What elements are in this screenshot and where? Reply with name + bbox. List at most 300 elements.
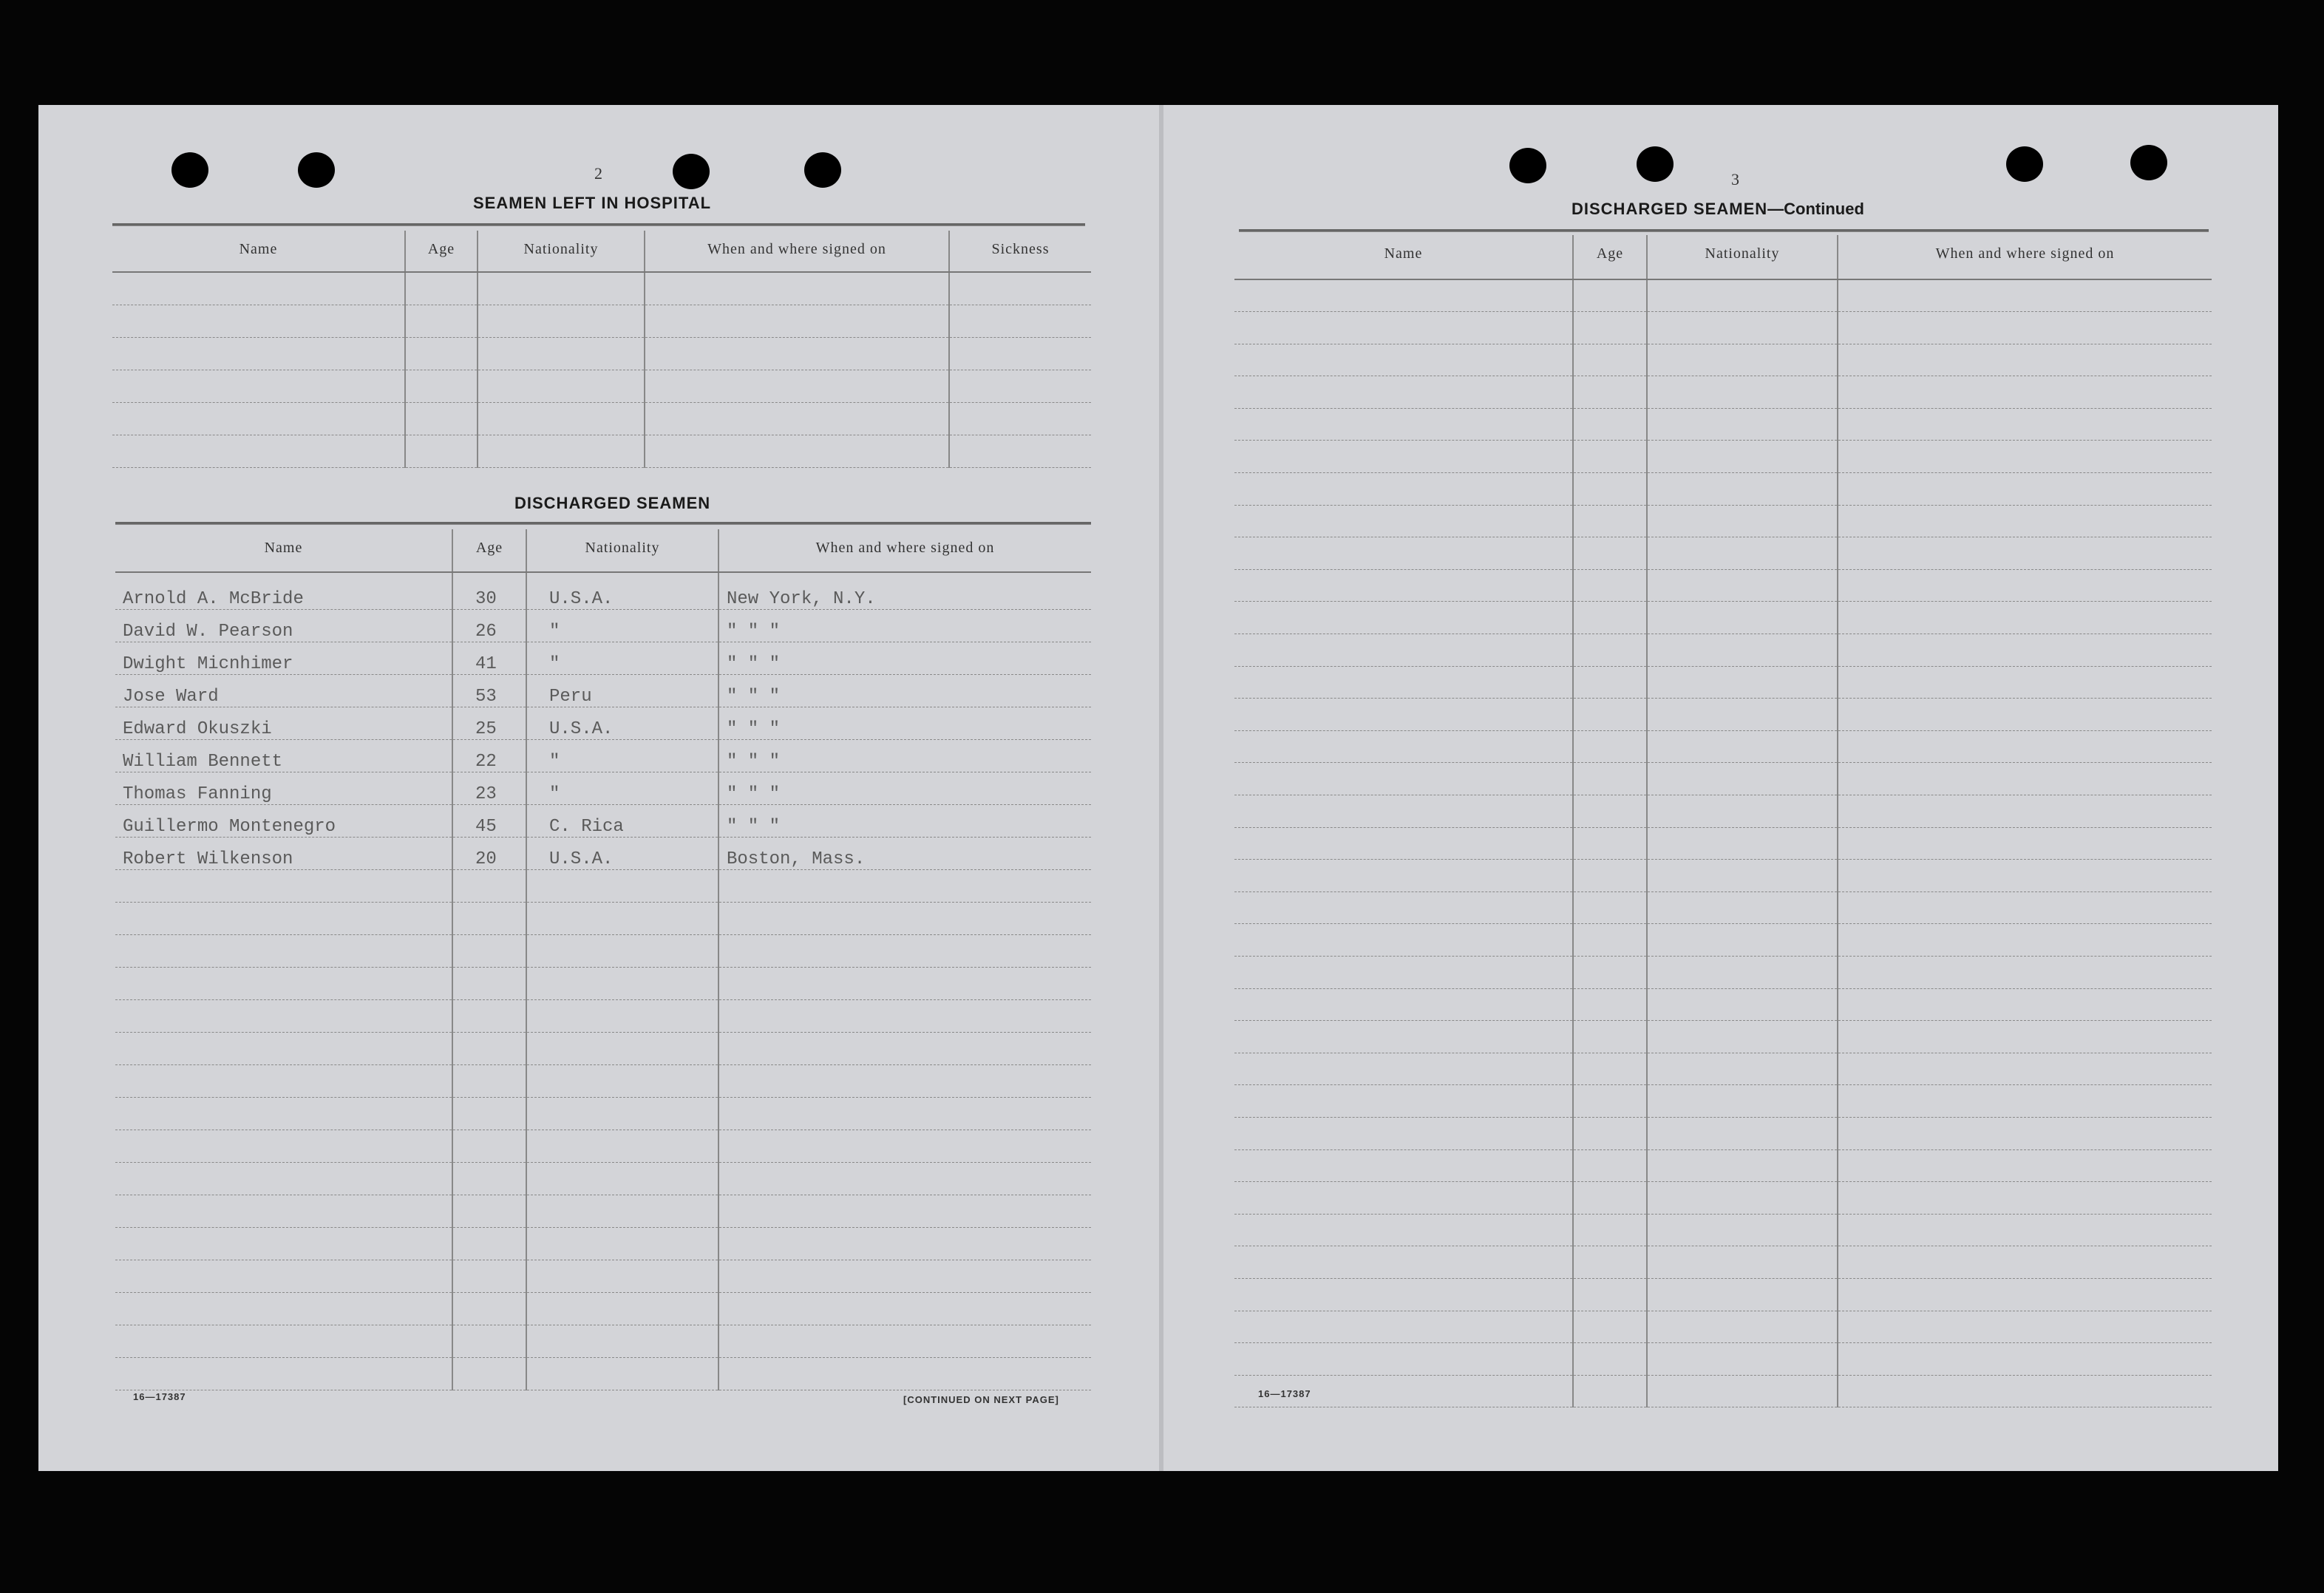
- table-cell: [1573, 891, 1647, 924]
- table-cell: [112, 272, 405, 305]
- table-cell: [1573, 827, 1647, 860]
- table-row: [112, 402, 1091, 435]
- table-cell: [1647, 344, 1838, 376]
- continued-table: [1234, 235, 2212, 1407]
- table-cell: [115, 1130, 452, 1162]
- table-cell: [1234, 602, 1573, 634]
- table-cell: [1838, 956, 2212, 988]
- table-cell: [405, 272, 478, 305]
- name-cell: David W. Pearson: [115, 609, 452, 642]
- table-cell: [1647, 569, 1838, 602]
- table-cell: [1234, 344, 1573, 376]
- continued-note: [CONTINUED ON NEXT PAGE]: [903, 1394, 1059, 1405]
- age-cell: 45: [452, 804, 526, 837]
- table-cell: [115, 1357, 452, 1390]
- table-cell: [1234, 827, 1573, 860]
- age-cell: 22: [452, 739, 526, 772]
- table-row: [1234, 763, 2212, 795]
- table-cell: [949, 272, 1091, 305]
- table-row: [1234, 1021, 2212, 1053]
- table-cell: [1234, 860, 1573, 892]
- table-cell: [1234, 312, 1573, 344]
- table-cell: [1234, 376, 1573, 409]
- table-cell: [1838, 473, 2212, 506]
- table-cell: [645, 402, 949, 435]
- table-row: [1234, 602, 2212, 634]
- table-cell: [526, 1162, 718, 1195]
- table-cell: [1838, 1182, 2212, 1215]
- name-cell: Edward Okuszki: [115, 707, 452, 739]
- table-cell: [1573, 1085, 1647, 1118]
- table-cell: [526, 1325, 718, 1357]
- table-cell: [452, 967, 526, 999]
- table-row: [1234, 730, 2212, 763]
- table-cell: [1838, 1278, 2212, 1311]
- table-cell: [645, 435, 949, 467]
- table-cell: [1838, 344, 2212, 376]
- table-row: [115, 1130, 1091, 1162]
- table-cell: [526, 902, 718, 934]
- table-row: [115, 1097, 1091, 1130]
- table-cell: [1573, 1246, 1647, 1279]
- table-row: [1234, 795, 2212, 828]
- table-row: [115, 934, 1091, 967]
- table-cell: [949, 305, 1091, 337]
- table-cell: [1573, 1117, 1647, 1149]
- table-cell: [115, 1325, 452, 1357]
- name-cell: Thomas Fanning: [115, 772, 452, 804]
- table-cell: [112, 370, 405, 402]
- table-cell: [1234, 1246, 1573, 1279]
- nationality-cell: U.S.A.: [526, 837, 718, 869]
- table-cell: [1647, 956, 1838, 988]
- table-cell: [1234, 569, 1573, 602]
- table-cell: [1234, 505, 1573, 537]
- punch-hole: [298, 152, 335, 188]
- table-row: [1234, 988, 2212, 1021]
- table-cell: [526, 1357, 718, 1390]
- table-cell: [405, 337, 478, 370]
- table-cell: [1573, 730, 1647, 763]
- table-cell: [1838, 1343, 2212, 1376]
- table-row: [1234, 699, 2212, 731]
- table-cell: [115, 1032, 452, 1064]
- table-cell: [1573, 699, 1647, 731]
- table-cell: [1647, 602, 1838, 634]
- table-row: [115, 999, 1091, 1032]
- table-row: [1234, 827, 2212, 860]
- table-row: [1234, 279, 2212, 312]
- form-number-right: 16—17387: [1258, 1388, 1311, 1399]
- punch-hole: [1637, 146, 1674, 182]
- table-cell: [526, 1130, 718, 1162]
- table-cell: [452, 1195, 526, 1227]
- table-cell: [526, 967, 718, 999]
- table-cell: [405, 435, 478, 467]
- table-row: [115, 1227, 1091, 1260]
- table-cell: [452, 1097, 526, 1130]
- table-cell: [1573, 988, 1647, 1021]
- table-cell: [115, 1162, 452, 1195]
- table-cell: [1838, 279, 2212, 312]
- table-cell: [1647, 1375, 1838, 1407]
- table-cell: [1647, 988, 1838, 1021]
- table-cell: [1838, 505, 2212, 537]
- table-cell: [1647, 1311, 1838, 1343]
- table-row: [115, 1357, 1091, 1390]
- table-row: [1234, 891, 2212, 924]
- table-cell: [645, 370, 949, 402]
- table-cell: [478, 272, 645, 305]
- table-row: [115, 642, 1091, 674]
- table-cell: [1234, 1021, 1573, 1053]
- table-cell: [1838, 666, 2212, 699]
- table-cell: [1573, 1214, 1647, 1246]
- table-cell: [1234, 1278, 1573, 1311]
- table-cell: [1647, 1117, 1838, 1149]
- table-cell: [1838, 860, 2212, 892]
- table-row: [1234, 1149, 2212, 1182]
- table-row: [1234, 569, 2212, 602]
- discharged-top-rule: [115, 522, 1091, 525]
- table-cell: [1234, 1311, 1573, 1343]
- discharged-table: [115, 529, 1091, 1390]
- table-cell: [1234, 1182, 1573, 1215]
- table-cell: [718, 1357, 1091, 1390]
- table-cell: [718, 1260, 1091, 1292]
- col-header-signed-on: When and where signed on: [1838, 235, 2212, 279]
- table-cell: [1838, 1085, 2212, 1118]
- table-cell: [1573, 956, 1647, 988]
- table-cell: [1234, 795, 1573, 828]
- table-cell: [452, 1325, 526, 1357]
- age-cell: 23: [452, 772, 526, 804]
- table-cell: [526, 1195, 718, 1227]
- table-cell: [452, 902, 526, 934]
- form-number-left: 16—17387: [133, 1391, 186, 1402]
- table-cell: [1234, 1117, 1573, 1149]
- table-cell: [112, 337, 405, 370]
- table-cell: [1838, 312, 2212, 344]
- table-cell: [949, 435, 1091, 467]
- page-number-left: 2: [594, 164, 602, 183]
- table-row: [1234, 537, 2212, 570]
- table-row: [115, 1195, 1091, 1227]
- table-cell: [1647, 1149, 1838, 1182]
- table-cell: [1838, 602, 2212, 634]
- table-row: [1234, 924, 2212, 957]
- table-cell: [1647, 795, 1838, 828]
- table-row: [115, 902, 1091, 934]
- table-row: [115, 707, 1091, 739]
- table-cell: [1838, 1117, 2212, 1149]
- table-row: [112, 272, 1091, 305]
- table-cell: [718, 934, 1091, 967]
- table-cell: [1838, 634, 2212, 667]
- table-cell: [1573, 924, 1647, 957]
- table-cell: [115, 999, 452, 1032]
- table-cell: [1838, 408, 2212, 441]
- signed-on-cell: Boston, Mass.: [718, 837, 1091, 869]
- table-cell: [718, 1162, 1091, 1195]
- table-cell: [1573, 312, 1647, 344]
- table-row: [115, 869, 1091, 902]
- table-row: [1234, 860, 2212, 892]
- table-cell: [115, 1097, 452, 1130]
- table-row: [1234, 1375, 2212, 1407]
- table-row: [115, 1260, 1091, 1292]
- table-cell: [1647, 666, 1838, 699]
- table-cell: [1234, 730, 1573, 763]
- table-cell: [1573, 1182, 1647, 1215]
- table-cell: [115, 1260, 452, 1292]
- table-cell: [1573, 1021, 1647, 1053]
- table-cell: [1647, 505, 1838, 537]
- table-cell: [949, 337, 1091, 370]
- table-row: [1234, 344, 2212, 376]
- table-cell: [112, 305, 405, 337]
- hospital-title: SEAMEN LEFT IN HOSPITAL: [473, 194, 712, 212]
- table-cell: [1573, 602, 1647, 634]
- table-cell: [1838, 827, 2212, 860]
- nationality-cell: ": [526, 772, 718, 804]
- table-row: [1234, 634, 2212, 667]
- col-header-nationality: Nationality: [1647, 235, 1838, 279]
- table-cell: [452, 1032, 526, 1064]
- table-row: [1234, 312, 2212, 344]
- table-cell: [115, 1064, 452, 1097]
- table-cell: [1234, 763, 1573, 795]
- table-cell: [1838, 1053, 2212, 1085]
- continued-title-main: DISCHARGED SEAMEN: [1572, 200, 1768, 218]
- table-cell: [718, 1292, 1091, 1325]
- table-cell: [1838, 569, 2212, 602]
- table-row: [1234, 1117, 2212, 1149]
- nationality-cell: ": [526, 739, 718, 772]
- punch-hole: [1509, 148, 1546, 183]
- table-cell: [526, 1227, 718, 1260]
- table-cell: [1573, 376, 1647, 409]
- table-cell: [1573, 505, 1647, 537]
- page-number-right: 3: [1731, 170, 1739, 188]
- continued-title-suffix: —Continued: [1767, 200, 1864, 218]
- table-cell: [1838, 1246, 2212, 1279]
- table-cell: [1647, 441, 1838, 473]
- table-row: [1234, 505, 2212, 537]
- table-cell: [1573, 408, 1647, 441]
- table-cell: [452, 869, 526, 902]
- table-cell: [718, 999, 1091, 1032]
- signed-on-cell: " " ": [718, 609, 1091, 642]
- signed-on-cell: New York, N.Y.: [718, 572, 1091, 609]
- col-header-age: Age: [405, 231, 478, 272]
- age-cell: 25: [452, 707, 526, 739]
- table-cell: [526, 869, 718, 902]
- table-cell: [1573, 279, 1647, 312]
- table-cell: [718, 1032, 1091, 1064]
- table-cell: [1647, 1214, 1838, 1246]
- table-cell: [1234, 988, 1573, 1021]
- table-cell: [1234, 1053, 1573, 1085]
- table-cell: [718, 1097, 1091, 1130]
- name-cell: Jose Ward: [115, 674, 452, 707]
- table-cell: [478, 402, 645, 435]
- table-cell: [1647, 1278, 1838, 1311]
- continued-title: [1572, 200, 1864, 219]
- table-cell: [1838, 1311, 2212, 1343]
- table-cell: [1573, 1375, 1647, 1407]
- nationality-cell: ": [526, 609, 718, 642]
- table-cell: [452, 1064, 526, 1097]
- table-cell: [1234, 634, 1573, 667]
- name-cell: Dwight Micnhimer: [115, 642, 452, 674]
- col-header-name: Name: [112, 231, 405, 272]
- table-row: [112, 337, 1091, 370]
- table-cell: [1647, 1182, 1838, 1215]
- punch-hole: [2006, 146, 2043, 182]
- table-row: [115, 674, 1091, 707]
- hospital-top-rule: [112, 223, 1085, 226]
- table-row: [115, 572, 1091, 609]
- table-cell: [526, 1064, 718, 1097]
- table-cell: [1647, 730, 1838, 763]
- table-cell: [1647, 1053, 1838, 1085]
- table-row: [115, 609, 1091, 642]
- table-cell: [452, 1260, 526, 1292]
- table-cell: [718, 1195, 1091, 1227]
- table-row: [115, 837, 1091, 869]
- table-row: [1234, 666, 2212, 699]
- table-cell: [112, 402, 405, 435]
- table-cell: [478, 337, 645, 370]
- table-row: [1234, 1053, 2212, 1085]
- nationality-cell: U.S.A.: [526, 572, 718, 609]
- table-cell: [1234, 1149, 1573, 1182]
- table-cell: [1647, 1085, 1838, 1118]
- col-header-sickness: Sickness: [949, 231, 1091, 272]
- table-cell: [718, 869, 1091, 902]
- table-cell: [405, 370, 478, 402]
- punch-hole: [2130, 145, 2167, 180]
- table-row: [1234, 408, 2212, 441]
- nationality-cell: ": [526, 642, 718, 674]
- table-cell: [1838, 891, 2212, 924]
- table-cell: [1234, 279, 1573, 312]
- table-row: [1234, 1246, 2212, 1279]
- table-cell: [1647, 634, 1838, 667]
- discharged-title: DISCHARGED SEAMEN: [514, 494, 711, 512]
- table-row: [1234, 1085, 2212, 1118]
- table-cell: [1234, 537, 1573, 570]
- table-cell: [1573, 763, 1647, 795]
- table-cell: [1647, 473, 1838, 506]
- table-cell: [452, 999, 526, 1032]
- table-cell: [1234, 891, 1573, 924]
- table-cell: [452, 1130, 526, 1162]
- table-cell: [452, 934, 526, 967]
- table-cell: [949, 370, 1091, 402]
- table-cell: [526, 934, 718, 967]
- table-cell: [115, 934, 452, 967]
- col-header-signed-on: When and where signed on: [718, 529, 1091, 572]
- table-cell: [526, 999, 718, 1032]
- table-row: [1234, 1182, 2212, 1215]
- table-cell: [115, 902, 452, 934]
- table-cell: [1573, 473, 1647, 506]
- table-row: [1234, 1278, 2212, 1311]
- table-cell: [1234, 924, 1573, 957]
- table-row: [1234, 956, 2212, 988]
- table-cell: [1838, 1021, 2212, 1053]
- signed-on-cell: " " ": [718, 772, 1091, 804]
- col-header-age: Age: [1573, 235, 1647, 279]
- table-cell: [1234, 956, 1573, 988]
- table-cell: [1838, 924, 2212, 957]
- table-cell: [1838, 988, 2212, 1021]
- table-cell: [526, 1032, 718, 1064]
- table-cell: [1573, 666, 1647, 699]
- table-cell: [1838, 1149, 2212, 1182]
- table-cell: [1234, 699, 1573, 731]
- table-cell: [1838, 763, 2212, 795]
- table-row: [112, 435, 1091, 467]
- signed-on-cell: " " ": [718, 804, 1091, 837]
- age-cell: 30: [452, 572, 526, 609]
- table-row: [112, 370, 1091, 402]
- table-cell: [1573, 1311, 1647, 1343]
- table-cell: [718, 1227, 1091, 1260]
- table-cell: [526, 1292, 718, 1325]
- table-row: [115, 804, 1091, 837]
- table-cell: [1647, 537, 1838, 570]
- table-cell: [1234, 1085, 1573, 1118]
- table-cell: [1573, 569, 1647, 602]
- table-row: [1234, 473, 2212, 506]
- table-cell: [526, 1097, 718, 1130]
- punch-hole: [673, 154, 710, 189]
- table-cell: [452, 1227, 526, 1260]
- table-row: [1234, 1311, 2212, 1343]
- table-cell: [405, 402, 478, 435]
- table-cell: [1234, 473, 1573, 506]
- table-cell: [1647, 827, 1838, 860]
- table-cell: [718, 902, 1091, 934]
- table-cell: [1573, 634, 1647, 667]
- table-cell: [1838, 795, 2212, 828]
- signed-on-cell: " " ": [718, 674, 1091, 707]
- table-cell: [1234, 1343, 1573, 1376]
- table-cell: [1838, 441, 2212, 473]
- table-row: [115, 1292, 1091, 1325]
- signed-on-cell: " " ": [718, 707, 1091, 739]
- age-cell: 26: [452, 609, 526, 642]
- name-cell: Guillermo Montenegro: [115, 804, 452, 837]
- table-cell: [1573, 537, 1647, 570]
- table-cell: [115, 1227, 452, 1260]
- table-cell: [718, 1064, 1091, 1097]
- table-row: [115, 967, 1091, 999]
- table-cell: [1838, 376, 2212, 409]
- col-header-name: Name: [1234, 235, 1573, 279]
- table-cell: [1647, 408, 1838, 441]
- continued-top-rule: [1239, 229, 2209, 232]
- table-row: [115, 1064, 1091, 1097]
- col-header-signed-on: When and where signed on: [645, 231, 949, 272]
- table-cell: [1647, 699, 1838, 731]
- table-cell: [1838, 1375, 2212, 1407]
- table-cell: [645, 305, 949, 337]
- name-cell: William Bennett: [115, 739, 452, 772]
